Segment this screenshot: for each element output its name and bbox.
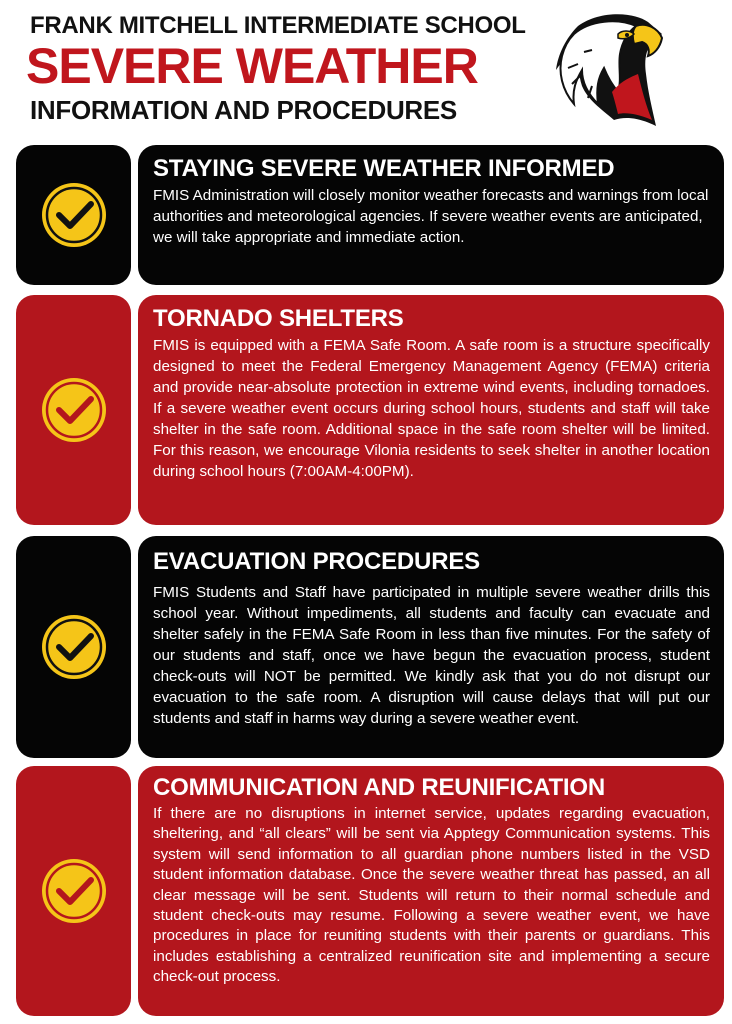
school-name: FRANK MITCHELL INTERMEDIATE SCHOOL <box>30 12 526 39</box>
checkmark-icon <box>37 610 111 684</box>
checkmark-icon <box>37 854 111 928</box>
section-content <box>138 145 724 285</box>
section-communication-reunification <box>16 766 724 1016</box>
section-body: FMIS Students and Staff have participated in multiple severe weather drills this school year. Without impediments, all students and faculty can evacuate and shelter safely in the FEMA Safe Room in less than five minutes. For the safety of our students and staff, once we have begun the evacuation process, student check-outs will NOT be permitted. We kindly ask that you do not disrupt our evacuation to the safe room. A disruption will cause delays that will put our students and staff in harms way during a severe weather event. <box>153 584 710 727</box>
section-title: COMMUNICATION AND REUNIFICATION <box>153 774 605 801</box>
section-body: If there are no disruptions in internet service, updates regarding evacuation, sheltering, and “all clears” will be sent via Apptegy Communication systems. This system will send information to all guardian phone numbers listed in the VSD student information database. Once the severe weather threat has passed, an all clear message will be sent. Students will return to their normal schedule and student check-outs may resume. Following a severe weather event, we have procedures in place for reuniting students with their parents or guardians. This includes establishing a centralized reunification site and implementing a secure check-out process. <box>153 805 710 986</box>
section-content <box>138 295 724 525</box>
section-weather-informed <box>16 145 724 285</box>
section-evacuation-procedures <box>16 536 724 758</box>
section-content <box>138 766 724 1016</box>
page-header <box>0 0 732 140</box>
section-icon-box <box>16 766 131 1016</box>
section-title: TORNADO SHELTERS <box>153 305 404 332</box>
section-title: STAYING SEVERE WEATHER INFORMED <box>153 155 615 182</box>
page-subtitle: INFORMATION AND PROCEDURES <box>30 95 457 125</box>
eagle-mascot-icon <box>548 8 664 132</box>
section-body: FMIS Administration will closely monitor weather forecasts and warnings from local authorities and meteorological agencies. If severe weather events are anticipated, we will take appropriate and immediate action. <box>153 187 709 246</box>
section-title: EVACUATION PROCEDURES <box>153 548 480 575</box>
section-tornado-shelters <box>16 295 724 525</box>
section-icon-box <box>16 536 131 758</box>
section-body: FMIS is equipped with a FEMA Safe Room. A safe room is a structure specifically designed to meet the Federal Emergency Management Agency (FEMA) criteria and provide near-absolute protection in extreme wind events, including tornadoes. If a severe weather event occurs during school hours, students and staff will take shelter in the safe room. Additional space in the safe room shelter will be limited. For this reason, we encourage Vilonia residents to seek shelter in another location during school hours (7:00AM-4:00PM). <box>153 337 710 480</box>
section-icon-box <box>16 145 131 285</box>
section-content <box>138 536 724 758</box>
checkmark-icon <box>37 373 111 447</box>
section-icon-box <box>16 295 131 525</box>
checkmark-icon <box>37 178 111 252</box>
page-title: SEVERE WEATHER <box>26 38 478 94</box>
